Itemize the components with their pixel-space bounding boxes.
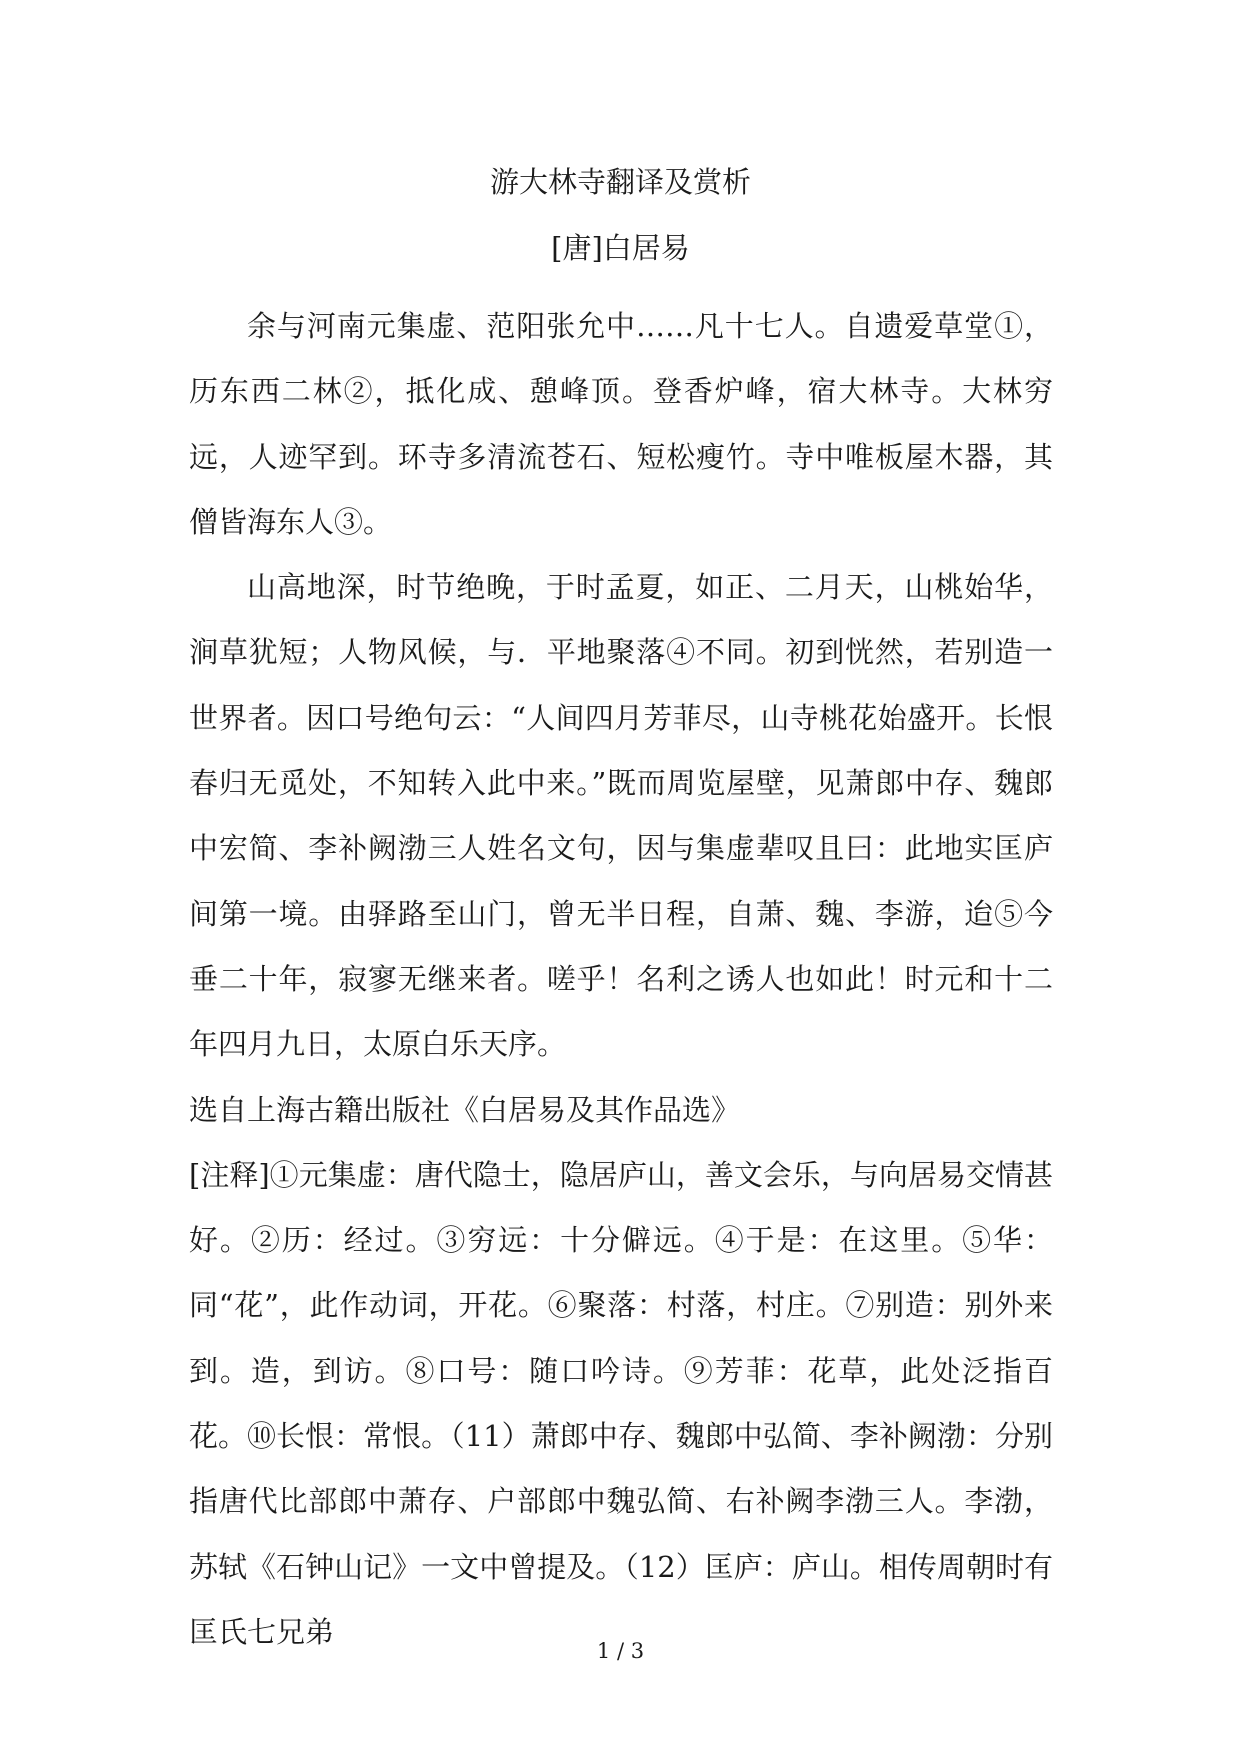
- paragraph-preface-2: 山高地深，时节绝晚，于时孟夏，如正、二月天，山桃始华，涧草犹短；人物风候，与．平地聚落④不同。初到恍然，若别造一世界者。因口号绝句云：“人间四月芳菲尽，山寺桃花始盛开。长恨春归无觅处，不知转入此中来。”既而周览屋壁，见萧郎中存、魏郎中宏简、李补阙渤三人姓名文句，因与集虚辈叹且曰：此地实匡庐间第一境。由驿路至山门，曾无半日程，自萧、魏、李游，迨⑤今垂二十年，寂寥无继来者。嗟乎！名利之诱人也如此！时元和十二年四月九日，太原白乐天序。: [189, 570, 1053, 1062]
- document-title: 游大林寺翻译及赏析: [489, 165, 751, 199]
- document-author: [唐]白居易: [551, 231, 690, 265]
- document-body: [189, 294, 1053, 1665]
- page-number: 1 / 3: [596, 1639, 645, 1663]
- source-line: 选自上海古籍出版社《白居易及其作品选》: [189, 1092, 741, 1127]
- annotation-notes: [注释]①元集虚：唐代隐士，隐居庐山，善文会乐，与向居易交情甚好。②历：经过。③穷远：十分僻远。④于是：在这里。⑤华：同“花”，此作动词，开花。⑥聚落：村落，村庄。⑦别造：别外来到。造，到访。⑧口号：随口吟诗。⑨芳菲：花草，此处泛指百花。⑩长恨：常恨。（11）萧郎中存、魏郎中弘简、李补阙渤：分别指唐代比部郎中萧存、户部郎中魏弘简、右补阙李渤三人。李渤，苏轼《石钟山记》一文中曾提及。（12）匡庐：庐山。相传周朝时有匡氏七兄弟: [189, 1157, 1053, 1649]
- paragraph-preface-1: 余与河南元集虚、范阳张允中……凡十七人。自遗爱草堂①，历东西二林②，抵化成、憩峰顶。登香炉峰，宿大林寺。大林穷远，人迹罕到。环寺多清流苍石、短松瘦竹。寺中唯板屋木器，其僧皆海东人③。: [189, 309, 1053, 539]
